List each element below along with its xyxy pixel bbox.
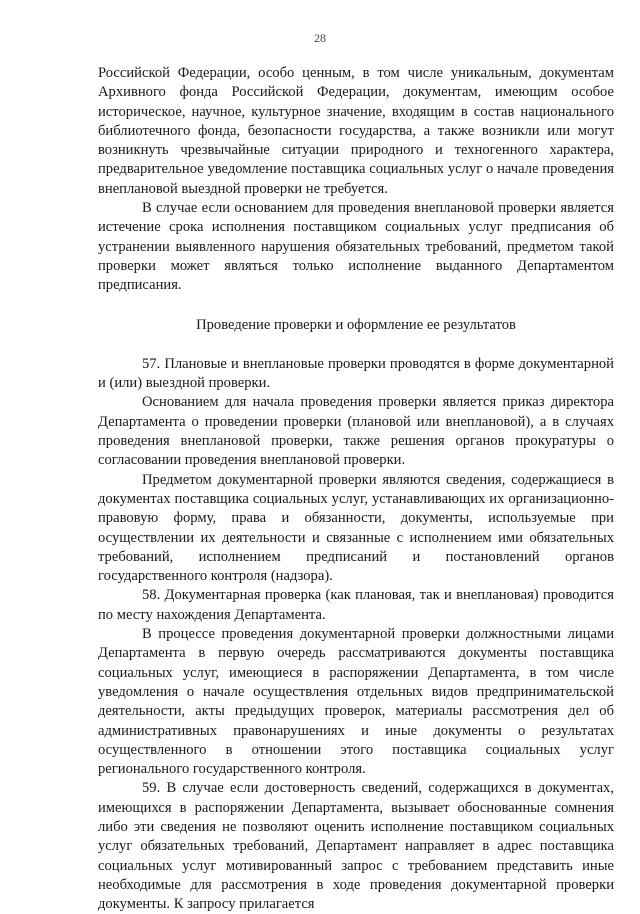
- paragraph: 59. В случае если достоверность сведений, содержащихся в документах, имеющихся в распоряжении Департамента, вызывает обоснованные сомнения либо эти сведения не позволяют оценить исполнение поставщиком социальных услуг обязательных требований, Департамент направляет в адрес поставщика социальных услуг мотивированный запрос с требованием представить иные необходимые для рассмотрения в ходе проведения документарной проверки документы. К запросу прилагается: [98, 780, 614, 913]
- document-body: [98, 64, 614, 914]
- paragraph: В процессе проведения документарной проверки должностными лицами Департамента в первую очередь рассматриваются документы поставщика социальных услуг, имеющиеся в распоряжении Департамента, в том числе уведомления о начале осуществления отдельных видов предпринимательской деятельности, акты предыдущих проверок, материалы рассмотрения дел об административных правонарушениях и иные документы о результатах осуществленного в отношении этого поставщика социальных услуг регионального государственного контроля.: [98, 626, 614, 778]
- paragraph: 58. Документарная проверка (как плановая, так и внеплановая) проводится по месту нахождения Департамента.: [98, 587, 614, 623]
- paragraph: Предметом документарной проверки являются сведения, содержащиеся в документах поставщика социальных услуг, устанавливающих их организационно-правовую форму, права и обязанности, документы, используемые при осуществлении их деятельности и связанные с исполнением ими обязательных требований, исполнением предписаний и постановлений органов государственного контроля (надзора).: [98, 471, 614, 585]
- paragraph: 57. Плановые и внеплановые проверки проводятся в форме документарной и (или) выездной проверки.: [98, 355, 614, 392]
- paragraph: Российской Федерации, особо ценным, в том числе уникальным, документам Архивного фонда Российской Федерации, документам, имеющим особое историческое, научное, культурное значение, входящим в состав национального библиотечного фонда, безопасности государства, а также возникли или могут возникнуть чрезвычайные ситуации природного и техногенного характера, предварительное уведомление поставщика социальных услуг о начале проведения внеплановой выездной проверки не требуется.: [98, 65, 614, 197]
- section-heading: Проведение проверки и оформление ее результатов: [196, 316, 516, 333]
- page-number: 28: [314, 31, 326, 45]
- paragraph: В случае если основанием для проведения внеплановой проверки является истечение срока исполнения поставщиком социальных услуг предписания об устранении выявленного нарушения обязательных требований, предметом такой проверки может являться только исполнение выданного Департаментом предписания.: [98, 200, 614, 294]
- paragraph: Основанием для начала проведения проверки является приказ директора Департамента о проведении проверки (плановой или внеплановой), а в случаях проведения внеплановой проверки, также решения органов прокуратуры о согласовании проведения внеплановой проверки.: [98, 394, 614, 469]
